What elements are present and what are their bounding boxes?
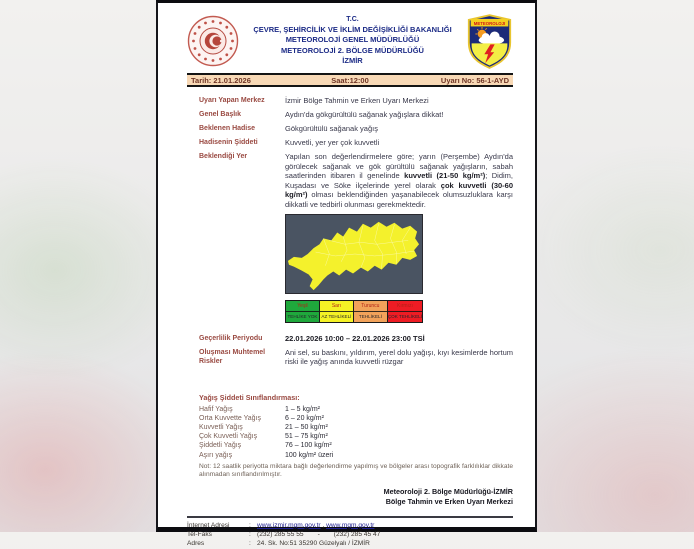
info-row-validity-period	[187, 334, 513, 344]
info-value: Kuvvetli, yer yer çok kuvvetli	[285, 138, 380, 147]
classification-value: 100 kg/m² üzeri	[285, 451, 334, 459]
classification-value: 6 – 20 kg/m²	[285, 414, 324, 422]
classification-row	[187, 451, 513, 460]
paragraph-text: Yapılan son değerlendirmelere göre; yarın (Perşembe) Aydın'da görülecek sağanak ve gök gürültülü sağanak yağışların, sabah saatlerinden itibaren il genelinde	[285, 152, 513, 180]
legend-level: TEHLİKELİ	[358, 313, 382, 319]
rainfall-classification-table	[187, 405, 513, 460]
paragraph-bold-strong-rain: kuvvetli (21-50 kg/m²)	[404, 171, 486, 180]
info-label: Beklendiği Yer	[199, 153, 248, 160]
info-label: Geçerlilik Periyodu	[199, 334, 263, 342]
classification-row	[187, 441, 513, 450]
info-value: İzmir Bölge Tahmin ve Erken Uyarı Merkezi	[285, 96, 429, 105]
info-row-issuing-center	[187, 96, 513, 106]
warning-map-block	[285, 214, 423, 323]
footer-row-adres	[187, 539, 513, 548]
legend-color-name: Kırmızı	[388, 302, 422, 312]
signature-line-directorate: Meteoroloji 2. Bölge Müdürlüğü-İZMİR	[383, 486, 513, 496]
info-value: Aydın'da gökgürültülü sağanak yağışlara dikkat!	[285, 110, 444, 119]
classification-row	[187, 405, 513, 414]
footer-row-telfaks	[187, 530, 513, 539]
footer-colon: :	[249, 530, 251, 538]
info-label: Genel Başlık	[199, 111, 242, 118]
classification-note: Not: 12 saatlik periyotta miktara bağlı değerlendirme yapılmış ve bölgeler arası topografik farklılıklar dikkate alınmadan sınıflandırılmıştır.	[199, 462, 513, 479]
info-row-expected-event	[187, 124, 513, 134]
expected-location-paragraph	[285, 152, 513, 209]
title-line-ministry: ÇEVRE, ŞEHİRCİLİK VE İKLİM DEĞİŞİKLİĞİ BAKANLIĞI	[253, 25, 452, 35]
phone-value: (232) 285 55 55	[257, 530, 304, 538]
info-value: Gökgürültülü sağanak yağış	[285, 124, 378, 133]
warning-legend	[285, 300, 423, 323]
legend-cell-red	[388, 301, 422, 322]
risks-value: Ani sel, su baskını, yıldırım, yerel dolu yağışı, kıyı kesimlerde hortum riski ile yağış anında kuvvetli rüzgar	[285, 347, 514, 366]
footer-label: İnternet Adresi	[187, 521, 230, 529]
footer-contact-block	[187, 516, 513, 549]
meteorology-shield-icon	[466, 14, 513, 69]
classification-label: Orta Kuvvette Yağış	[199, 414, 261, 422]
title-line-tc: T.C.	[346, 16, 359, 24]
document-header	[187, 13, 513, 69]
info-row-general-title	[187, 110, 513, 120]
legend-cell-yellow	[320, 301, 354, 322]
title-line-general-directorate: METEOROLOJİ GENEL MÜDÜRLÜĞÜ	[285, 35, 420, 45]
izmir-mgm-link[interactable]: www.izmir.mgm.gov.tr	[257, 521, 321, 529]
info-row-event-severity	[187, 138, 513, 148]
signature-line-center: Bölge Tahmin ve Erken Uyarı Merkezi	[385, 496, 513, 506]
warning-details	[187, 96, 513, 209]
title-line-regional-directorate: METEOROLOJİ 2. BÖLGE MÜDÜRLÜĞÜ	[281, 45, 424, 55]
footer-row-internet	[187, 521, 513, 530]
legend-color-name: Turuncu	[354, 302, 387, 312]
classification-label: Kuvvetli Yağış	[199, 423, 243, 431]
classification-value: 51 – 75 kg/m²	[285, 433, 328, 441]
classification-label: Hafif Yağış	[199, 405, 233, 413]
time-field: Saat:12:00	[331, 75, 369, 85]
paragraph-bold-very-strong-rain: çok kuvvetli (30-60 kg/m²)	[285, 180, 513, 199]
classification-row	[187, 432, 513, 441]
classification-value: 1 – 5 kg/m²	[285, 405, 321, 413]
warning-bulletin-document	[156, 0, 537, 548]
validity-value: 22.01.2026 10:00 – 22.01.2026 23:00 TSİ	[285, 333, 425, 343]
address-value: 24. Sk. No:51 35290 Güzelyalı / İZMİR	[257, 540, 370, 548]
classification-label: Çok Kuvvetli Yağış	[199, 433, 258, 441]
classification-label: Şiddetli Yağış	[199, 442, 242, 450]
info-row-probable-risks	[187, 348, 513, 367]
classification-value: 21 – 50 kg/m²	[285, 423, 328, 431]
shield-logo-label: METEOROLOJI	[473, 20, 506, 26]
legend-color-name: Yeşil	[286, 302, 319, 312]
validity-risk-section	[187, 334, 513, 367]
legend-cell-orange	[354, 301, 388, 322]
classification-label: Aşırı yağış	[199, 451, 233, 459]
info-row-expected-location	[187, 152, 513, 209]
classification-value: 76 – 100 kg/m²	[285, 442, 332, 450]
classification-row	[187, 414, 513, 423]
signature-block	[187, 487, 513, 507]
info-label: Hadisenin Şiddeti	[199, 139, 258, 146]
legend-level: AZ TEHLİKELİ	[321, 313, 352, 319]
date-bar	[187, 73, 513, 87]
mgm-link[interactable]: www.mgm.gov.tr	[326, 521, 375, 529]
legend-cell-green	[286, 301, 320, 322]
legend-level: TEHLİKE YOK	[287, 313, 318, 319]
date-field: Tarih: 21.01.2026	[191, 75, 251, 85]
ministry-title-block	[239, 15, 466, 66]
info-label: Beklenen Hadise	[199, 125, 256, 132]
legend-color-name: Sarı	[320, 302, 353, 312]
footer-links	[257, 521, 513, 530]
aydin-province-map	[285, 214, 423, 294]
paragraph-text: olması beklendiğinden yaşanabilecek olumsuzluklara karşı dikkatli ve tedbirli olunması gerekmektedir.	[285, 190, 513, 209]
tc-government-seal-icon	[187, 15, 239, 67]
classification-row	[187, 423, 513, 432]
footer-label: Tel-Faks	[187, 530, 212, 538]
legend-level: ÇOK TEHLİKELİ	[387, 313, 422, 319]
classification-title: Yağış Şiddeti Sınıflandırması:	[199, 392, 300, 402]
info-label: Oluşması Muhtemel Riskler	[199, 348, 266, 365]
link-separator: ,	[320, 521, 327, 529]
footer-phone-values	[257, 530, 513, 539]
phone-dash: -	[317, 530, 320, 538]
footer-colon: :	[249, 521, 251, 529]
footer-label: Adres	[187, 540, 205, 548]
warning-number-field: Uyarı No: 56-1-AYD	[440, 75, 509, 85]
footer-colon: :	[249, 540, 251, 548]
paragraph-text: ; Didim, Kuşadası ve Söke ilçelerinde yerel olarak	[285, 171, 513, 190]
fax-value: (232) 285 45 47	[333, 530, 381, 538]
info-label: Uyarı Yapan Merkez	[199, 97, 265, 104]
title-line-city: İZMİR	[342, 56, 363, 66]
